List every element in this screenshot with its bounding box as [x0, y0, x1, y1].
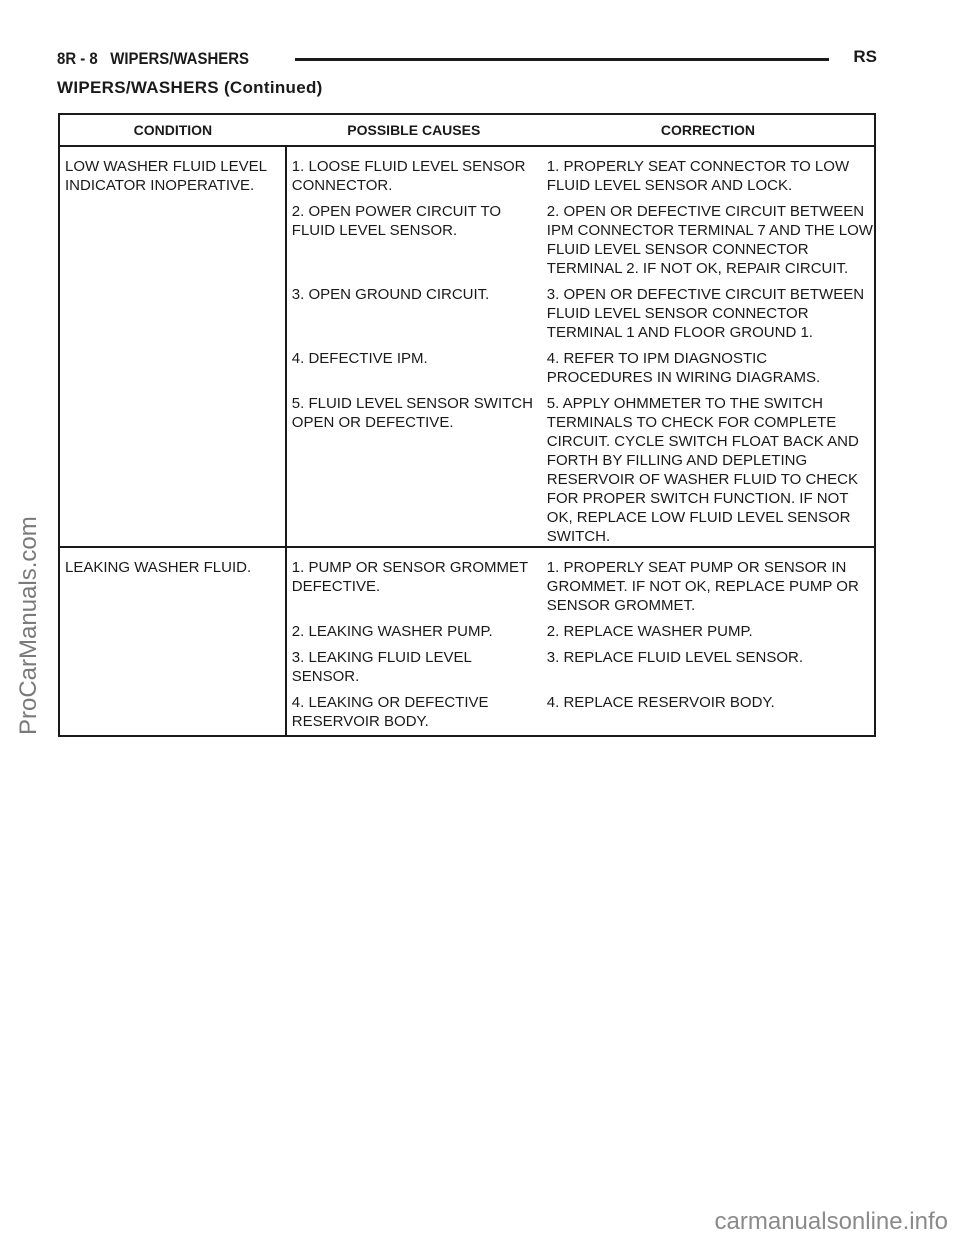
- condition-cell: LOW WASHER FLUID LEVEL INDICATOR INOPERATIVE.: [65, 158, 267, 194]
- cause-cell: 5. FLUID LEVEL SENSOR SWITCH OPEN OR DEFECTIVE.: [286, 387, 542, 547]
- page-header: [57, 46, 877, 72]
- correction-cell: 3. REPLACE FLUID LEVEL SENSOR.: [546, 649, 803, 666]
- cause-cell: 4. LEAKING OR DEFECTIVE RESERVOIR BODY.: [286, 686, 542, 736]
- cause-cell: 3. LEAKING FLUID LEVEL SENSOR.: [286, 641, 542, 686]
- table-row: [59, 547, 875, 615]
- cause-cell: 2. OPEN POWER CIRCUIT TO FLUID LEVEL SENSOR.: [286, 195, 542, 278]
- column-header-condition: CONDITION: [59, 114, 286, 146]
- diagnosis-table: [58, 113, 876, 737]
- correction-cell: 5. APPLY OHMMETER TO THE SWITCH TERMINALS TO CHECK FOR COMPLETE CIRCUIT. CYCLE SWITCH FLOAT BACK AND FORTH BY FILLING AND DEPLETING RESERVOIR OF WASHER FLUID TO CHECK FOR PROPER SWITCH FUNCTION. IF NOT OK, REPLACE LOW FLUID LEVEL SENSOR SWITCH.: [546, 395, 859, 545]
- condition-cell: LEAKING WASHER FLUID.: [59, 547, 286, 736]
- cause-cell: 1. PUMP OR SENSOR GROMMET DEFECTIVE.: [286, 547, 542, 615]
- table-header-row: [59, 114, 875, 146]
- correction-cell: 3. OPEN OR DEFECTIVE CIRCUIT BETWEEN FLUID LEVEL SENSOR CONNECTOR TERMINAL 1 AND FLOOR GROUND 1.: [546, 286, 865, 341]
- cause-cell: 3. OPEN GROUND CIRCUIT.: [286, 278, 542, 342]
- correction-cell: 1. PROPERLY SEAT CONNECTOR TO LOW FLUID LEVEL SENSOR AND LOCK.: [546, 158, 850, 194]
- section-title: WIPERS/WASHERS: [110, 49, 250, 68]
- correction-cell: 2. REPLACE WASHER PUMP.: [546, 623, 753, 640]
- header-rule: [295, 58, 829, 61]
- correction-cell: 4. REFER TO IPM DIAGNOSTIC PROCEDURES IN WIRING DIAGRAMS.: [546, 350, 821, 386]
- cause-cell: 1. LOOSE FLUID LEVEL SENSOR CONNECTOR.: [286, 146, 542, 195]
- table-row: [59, 146, 875, 195]
- page-reference: 8R - 8 WIPERS/WASHERS: [57, 49, 250, 68]
- side-watermark: ProCarManuals.com: [15, 516, 42, 735]
- cause-cell: 4. DEFECTIVE IPM.: [286, 342, 542, 387]
- model-code: RS: [853, 47, 877, 66]
- correction-cell: 4. REPLACE RESERVOIR BODY.: [546, 694, 775, 711]
- footer-watermark: carmanualsonline.info: [714, 1208, 948, 1235]
- cause-cell: 2. LEAKING WASHER PUMP.: [286, 615, 542, 641]
- column-header-causes: POSSIBLE CAUSES: [286, 114, 542, 146]
- page-subtitle: WIPERS/WASHERS (Continued): [57, 78, 323, 97]
- correction-cell: 1. PROPERLY SEAT PUMP OR SENSOR IN GROMMET. IF NOT OK, REPLACE PUMP OR SENSOR GROMMET.: [542, 547, 875, 615]
- column-header-correction: CORRECTION: [542, 114, 875, 146]
- correction-cell: 2. OPEN OR DEFECTIVE CIRCUIT BETWEEN IPM CONNECTOR TERMINAL 7 AND THE LOW FLUID LEVEL SENSOR CONNECTOR TERMINAL 2. IF NOT OK, REPAIR CIRCUIT.: [546, 203, 873, 277]
